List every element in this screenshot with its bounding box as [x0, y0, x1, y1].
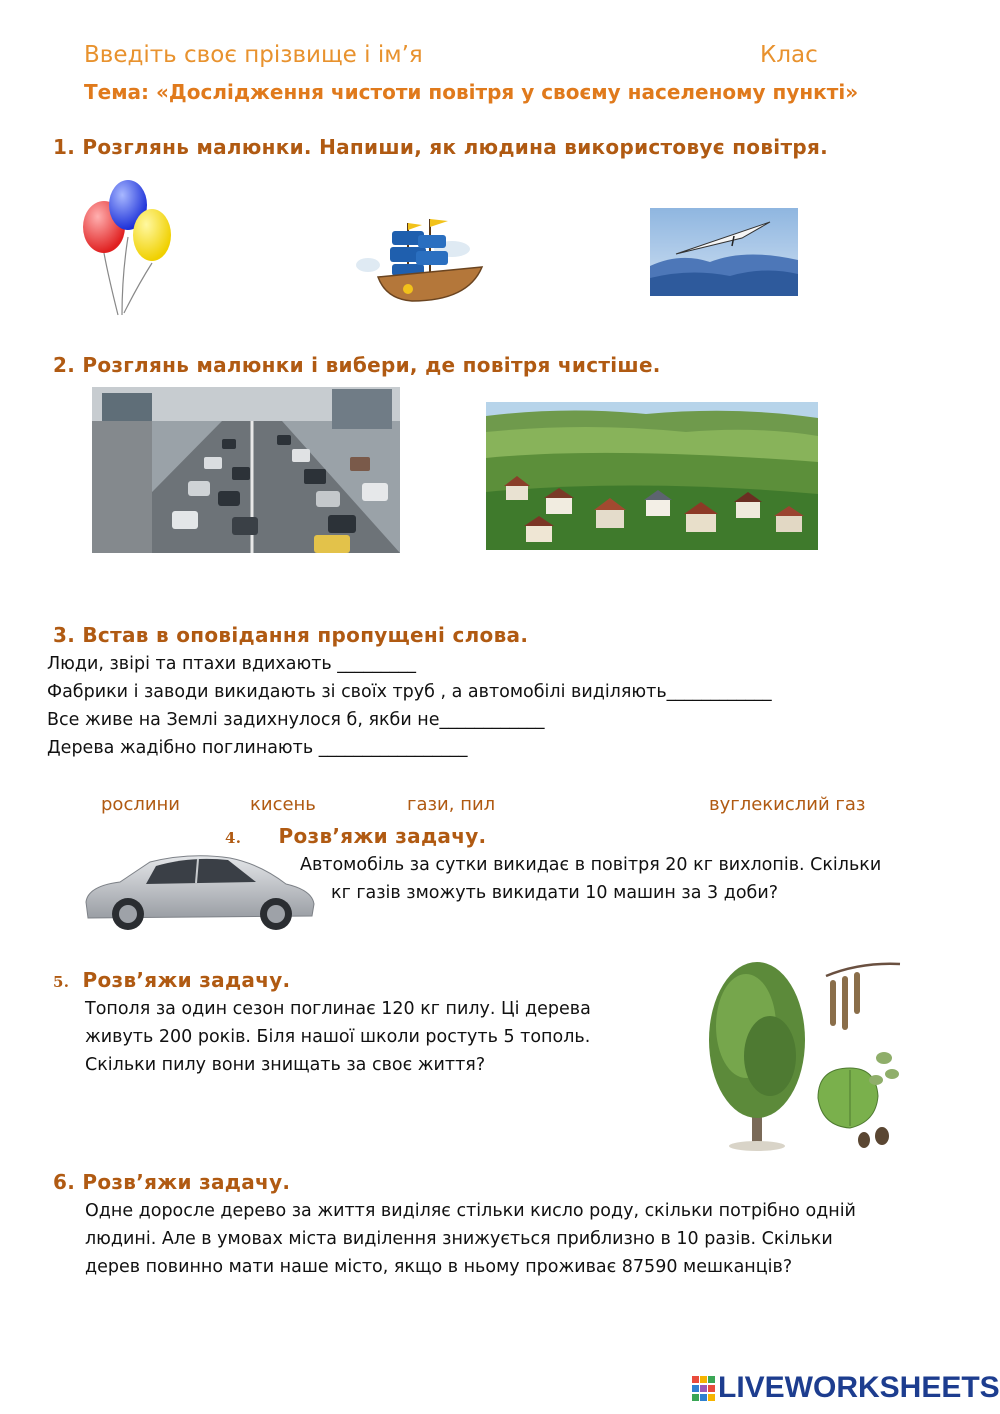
question-2-number: 2. — [53, 353, 76, 377]
answer-input-3[interactable] — [456, 708, 612, 734]
question-3-number: 3. — [53, 623, 76, 647]
liveworksheets-logo[interactable]: LIVEWORKSHEETS — [718, 1371, 1000, 1404]
problem-6-line-3: дерев повинно мати наше місто, якщо в ньому проживає 87590 мешканців? — [85, 1257, 793, 1277]
topic-title: Тема: «Дослідження чистоти повітря у своєму населеному пункті» — [84, 80, 859, 104]
question-1-heading — [53, 135, 828, 159]
hang-glider-icon — [650, 208, 798, 296]
question-1-number: 1. — [53, 135, 76, 159]
class-label: Клас — [760, 42, 818, 68]
tree-illustration — [700, 956, 910, 1156]
question-4-title: Розв’яжи задачу. — [278, 824, 487, 848]
question-2-title: Розглянь малюнки і вибери, де повітря чистіше. — [82, 353, 661, 377]
question-3-heading — [53, 623, 528, 647]
story-line-4: Дерева жадібно поглинають _________________ — [47, 738, 468, 758]
village-landscape-photo[interactable] — [486, 402, 818, 550]
question-5-number: 5. — [53, 973, 70, 991]
problem-6-line-2: людині. Але в умовах міста виділення знижується приблизно в 10 разів. Скільки — [85, 1229, 833, 1249]
problem-5-line-3: Скільки пилу вони знищать за своє життя? — [85, 1055, 486, 1075]
story-line-3: Все живе на Землі задихнулося б, якби не____________ — [47, 710, 545, 730]
name-label: Введіть своє прізвище і ім’я — [84, 42, 423, 68]
problem-5-line-1: Тополя за один сезон поглинає 120 кг пилу. Ці дерева — [85, 999, 591, 1019]
question-4-heading — [225, 824, 486, 848]
sailing-ship-icon — [356, 215, 488, 307]
answer-input-2[interactable] — [692, 680, 848, 706]
word-option[interactable]: рослини — [101, 794, 181, 815]
problem-4-line-1: Автомобіль за сутки викидає в повітря 20 кг вихлопів. Скільки — [300, 855, 882, 875]
story-line-2: Фабрики і заводи викидають зі своїх труб , а автомобілі виділяють____________ — [47, 682, 772, 702]
word-option[interactable]: вуглекислий газ — [709, 794, 866, 815]
question-4-number: 4. — [225, 829, 242, 847]
question-6-heading — [53, 1170, 290, 1194]
balloons-icon — [78, 175, 178, 320]
car-photo — [80, 850, 318, 936]
class-input[interactable] — [830, 44, 944, 74]
problem-5-line-2: живуть 200 років. Біля нашої школи ростуть 5 тополь. — [85, 1027, 591, 1047]
question-6-title: Розв’яжи задачу. — [82, 1170, 291, 1194]
answer-input-4[interactable] — [336, 736, 555, 762]
word-option[interactable]: гази, пил — [407, 794, 496, 815]
problem-4-line-2: кг газів зможуть викидати 10 машин за 3 доби? — [331, 883, 778, 903]
problem-6-line-1: Одне доросле дерево за життя виділяє стільки кисло роду, скільки потрібно одній — [85, 1201, 856, 1221]
question-5-heading — [53, 968, 290, 992]
name-input[interactable] — [450, 44, 744, 74]
question-2-heading — [53, 353, 661, 377]
liveworksheets-logo-icon — [692, 1376, 716, 1402]
traffic-jam-photo[interactable] — [92, 387, 400, 553]
question-6-number: 6. — [53, 1170, 76, 1194]
answer-input-1[interactable] — [355, 652, 474, 678]
word-option[interactable]: кисень — [250, 794, 316, 815]
question-3-title: Встав в оповідання пропущені слова. — [82, 623, 529, 647]
story-line-1: Люди, звірі та птахи вдихають _________ — [47, 654, 417, 674]
question-5-title: Розв’яжи задачу. — [82, 968, 291, 992]
question-1-title: Розглянь малюнки. Напиши, як людина використовує повітря. — [82, 135, 829, 159]
